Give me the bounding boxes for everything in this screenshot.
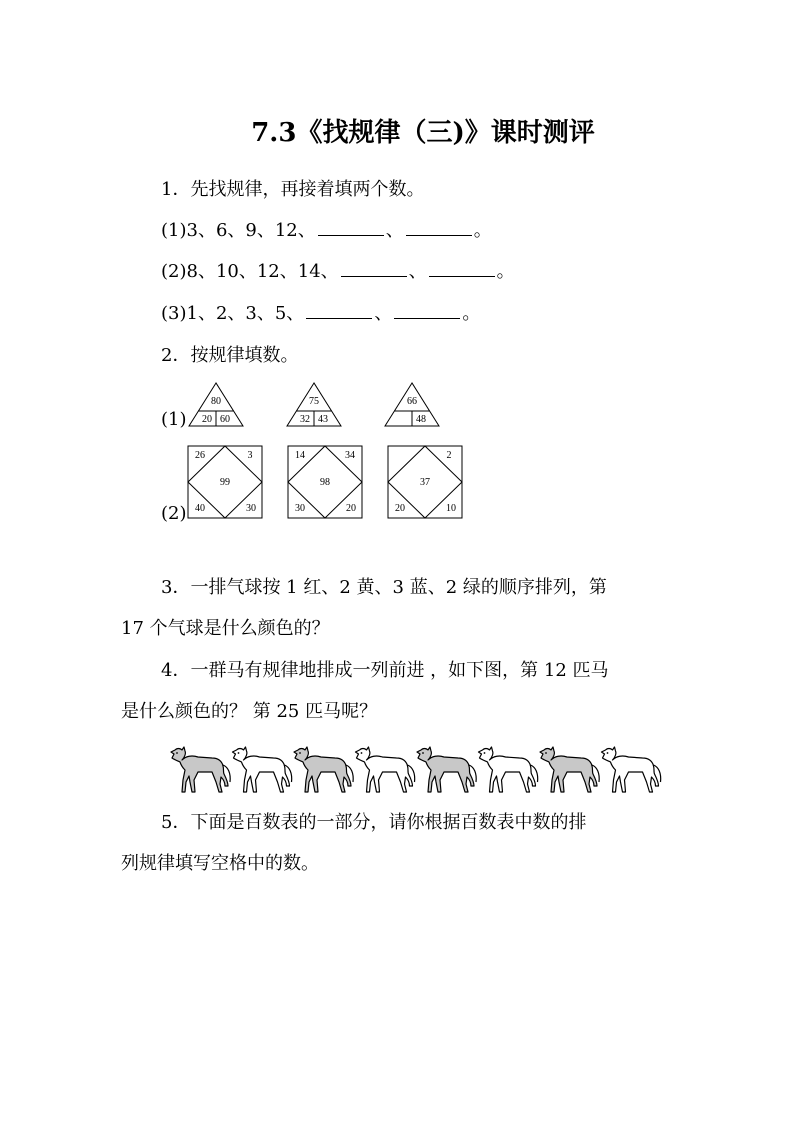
square-top-right-number: 2 — [446, 450, 452, 461]
q1-item-1-prefix: (1)3、6、9、12、 — [161, 220, 316, 241]
q2-label-2: (2) — [161, 503, 187, 524]
triangle-left-number: 32 — [300, 414, 310, 425]
answer-blank[interactable] — [394, 302, 460, 319]
square-bottom-right-number: 20 — [346, 503, 356, 514]
number-triangle — [287, 383, 341, 426]
white-horse — [356, 747, 415, 792]
square-top-left-number: 14 — [295, 450, 305, 461]
square-top-right-number: 3 — [247, 450, 253, 461]
q5-line-1: 5．下面是百数表的一部分，请你根据百数表中数的排 — [161, 812, 587, 833]
white-horse — [602, 747, 661, 792]
triangle-top-number: 80 — [211, 396, 221, 407]
answer-blank[interactable] — [406, 219, 472, 236]
triangle-right-number: 43 — [318, 414, 328, 425]
separator: 、 — [408, 261, 427, 282]
q1-heading: 1．先找规律，再接着填两个数。 — [161, 179, 425, 200]
white-horse — [233, 747, 292, 792]
q1-item-2 — [161, 260, 515, 284]
q3-line-2: 17 个气球是什么颜色的？ — [121, 618, 330, 639]
square-center-number: 99 — [220, 477, 230, 488]
gray-horse — [417, 747, 476, 792]
square-bottom-left-number: 30 — [295, 503, 305, 514]
square-bottom-right-number: 10 — [446, 503, 456, 514]
horse-row — [164, 736, 664, 796]
number-triangle — [189, 383, 243, 426]
q2-figures — [180, 378, 480, 528]
white-horse — [479, 747, 538, 792]
answer-blank[interactable] — [318, 219, 384, 236]
q1-item-3-prefix: (3)1、2、3、5、 — [161, 303, 305, 324]
q3-line-1: 3．一排气球按 1 红、2 黄、3 蓝、2 绿的顺序排列，第 — [161, 577, 607, 598]
separator: 、 — [374, 303, 393, 324]
number-triangle — [385, 383, 439, 426]
triangle-top-number: 75 — [309, 396, 319, 407]
triangle-right-number: 60 — [220, 414, 230, 425]
gray-horse — [294, 747, 353, 792]
triangle-top-number: 66 — [407, 396, 417, 407]
q1-item-2-prefix: (2)8、10、12、14、 — [161, 261, 339, 282]
square-center-number: 37 — [420, 477, 430, 488]
number-square — [288, 446, 362, 518]
q2-heading: 2．按规律填数。 — [161, 345, 299, 366]
gray-horse — [171, 747, 230, 792]
separator: 、 — [385, 220, 404, 241]
triangle-right-number: 48 — [416, 414, 426, 425]
square-bottom-left-number: 20 — [395, 503, 405, 514]
end-mark: 。 — [473, 220, 492, 241]
q1-item-1 — [161, 219, 492, 243]
square-bottom-left-number: 40 — [195, 503, 205, 514]
q4-line-2: 是什么颜色的？ 第 25 匹马呢？ — [121, 701, 378, 722]
q5-line-2: 列规律填写空格中的数。 — [121, 853, 319, 874]
number-square — [188, 446, 262, 518]
square-top-right-number: 34 — [345, 450, 355, 461]
answer-blank[interactable] — [306, 302, 372, 319]
answer-blank[interactable] — [341, 260, 407, 277]
q2-label-1: (1) — [161, 409, 187, 430]
square-bottom-right-number: 30 — [246, 503, 256, 514]
answer-blank[interactable] — [429, 260, 495, 277]
number-square — [388, 446, 462, 518]
q1-item-3 — [161, 302, 480, 326]
end-mark: 。 — [496, 261, 515, 282]
square-center-number: 98 — [320, 477, 330, 488]
page-title: 7.3《找规律（三)》课时测评 — [251, 118, 595, 148]
square-top-left-number: 26 — [195, 450, 205, 461]
gray-horse — [540, 747, 599, 792]
q4-line-1: 4．一群马有规律地排成一列前进 ，如下图，第 12 匹马 — [161, 660, 609, 681]
triangle-left-number: 20 — [202, 414, 212, 425]
end-mark: 。 — [462, 303, 481, 324]
